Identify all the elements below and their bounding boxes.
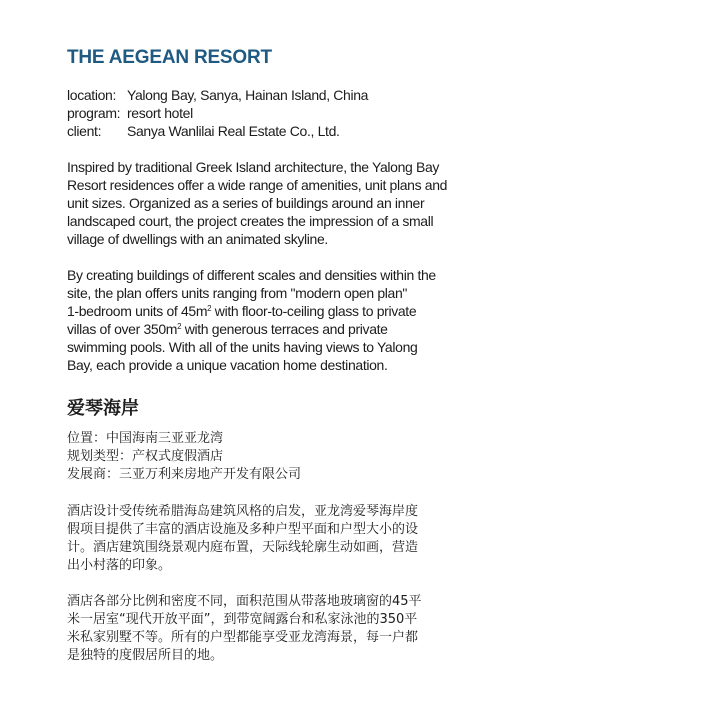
meta-client bbox=[67, 122, 507, 140]
location-label: location: bbox=[67, 87, 116, 103]
description-paragraph-1 bbox=[67, 158, 477, 248]
description-paragraph-2 bbox=[67, 266, 477, 374]
meta-location bbox=[67, 86, 507, 104]
villa-size-text: with generous terraces and private bbox=[181, 321, 388, 337]
meta-program bbox=[67, 104, 507, 122]
client-value: Sanya Wanlilai Real Estate Co., Ltd. bbox=[127, 123, 340, 139]
paragraph-line: 假项目提供了丰富的酒店设施及多种户型平面和户型大小的设 bbox=[67, 522, 419, 537]
chinese-meta-location: 位置：中国海南三亚亚龙湾 bbox=[67, 431, 224, 446]
paragraph-line: landscaped court, the project creates the impression of a small bbox=[67, 213, 434, 229]
paragraph-line: 米私家别墅不等。所有的户型都能享受亚龙湾海景，每一户都 bbox=[67, 630, 419, 645]
project-meta bbox=[67, 86, 507, 140]
program-value: resort hotel bbox=[127, 105, 193, 121]
paragraph-line: unit sizes. Organized as a series of buildings around an inner bbox=[67, 195, 425, 211]
paragraph-line: village of dwellings with an animated skyline. bbox=[67, 231, 328, 247]
paragraph-line: 计。酒店建筑围绕景观内庭布置，天际线轮廓生动如画，营造 bbox=[67, 540, 419, 555]
chinese-meta-program: 规划类型：产权式度假酒店 bbox=[67, 449, 224, 464]
paragraph-line bbox=[67, 302, 477, 320]
paragraph-line: By creating buildings of different scales and densities within the bbox=[67, 267, 436, 283]
chinese-meta bbox=[67, 430, 301, 484]
superscript-2: 2 bbox=[207, 304, 212, 313]
paragraph-line: 米一居室“现代开放平面”，到带宽阔露台和私家泳池的350平 bbox=[67, 612, 418, 627]
villa-size-text: villas of over 350m bbox=[67, 321, 178, 337]
chinese-meta-client: 发展商：三亚万利来房地产开发有限公司 bbox=[67, 467, 302, 482]
chinese-title: 爱琴海岸 bbox=[67, 398, 139, 419]
paragraph-line: Inspired by traditional Greek Island architecture, the Yalong Bay bbox=[67, 159, 440, 175]
paragraph-line bbox=[67, 320, 477, 338]
unit-size-text: 1-bedroom units of 45m bbox=[67, 303, 208, 319]
paragraph-line: 酒店设计受传统希腊海岛建筑风格的启发，亚龙湾爱琴海岸度 bbox=[67, 504, 419, 519]
paragraph-line: 出小村落的印象。 bbox=[67, 558, 172, 573]
paragraph-line: 是独特的度假居所目的地。 bbox=[67, 648, 224, 663]
chinese-paragraph-1 bbox=[67, 503, 487, 575]
paragraph-line: swimming pools. With all of the units having views to Yalong bbox=[67, 339, 418, 355]
paragraph-line: Resort residences offer a wide range of amenities, unit plans and bbox=[67, 177, 448, 193]
paragraph-line: Bay, each provide a unique vacation home destination. bbox=[67, 357, 388, 373]
paragraph-line: 酒店各部分比例和密度不同，面积范围从带落地玻璃窗的45平 bbox=[67, 594, 422, 609]
superscript-2: 2 bbox=[177, 322, 182, 331]
location-value: Yalong Bay, Sanya, Hainan Island, China bbox=[127, 87, 369, 103]
client-label: client: bbox=[67, 123, 102, 139]
chinese-paragraph-2 bbox=[67, 593, 487, 665]
paragraph-line: site, the plan offers units ranging from "modern open plan" bbox=[67, 285, 408, 301]
unit-size-text: with floor-to-ceiling glass to private bbox=[211, 303, 417, 319]
project-title: THE AEGEAN RESORT bbox=[67, 47, 272, 68]
program-label: program: bbox=[67, 105, 121, 121]
